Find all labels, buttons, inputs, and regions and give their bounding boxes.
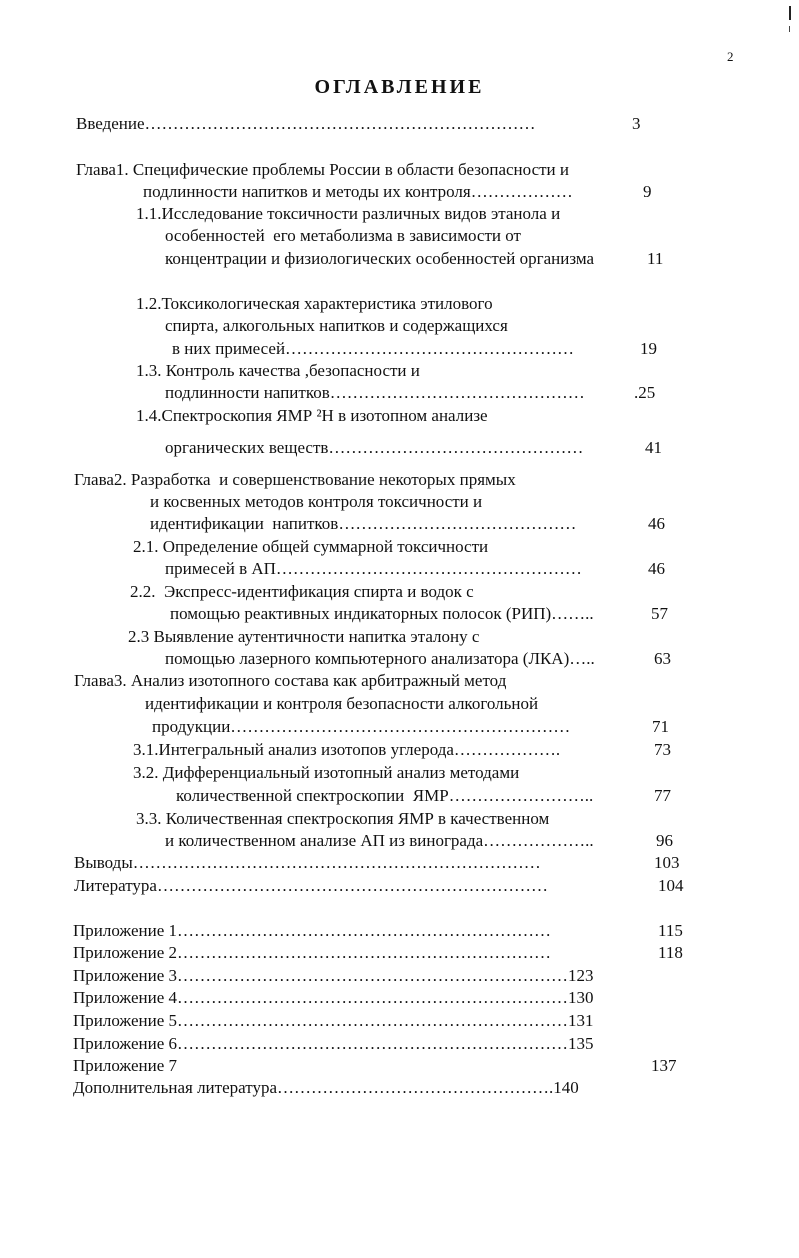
toc-entry-text: 3.1.Интегральный анализ изотопов углерода………………. [133, 740, 561, 759]
page-title: ОГЛАВЛЕНИЕ [314, 76, 485, 98]
toc-entry-page: 77 [654, 786, 671, 805]
toc-entry-text: 1.1.Исследование токсичности различных видов этанола и [136, 204, 561, 223]
toc-entry-text: подлинности напитков и методы их контроля……………… [143, 182, 573, 201]
toc-entry-page: 11 [647, 249, 664, 268]
toc-entry-text: Приложение 1………………………………………………………… [73, 921, 551, 940]
toc-entry-text: и количественном анализе АП из винограда……………….. [165, 831, 594, 850]
toc-entry-page: 57 [651, 604, 668, 623]
toc-entry-text: 1.3. Контроль качества ,безопасности и [136, 361, 420, 380]
toc-entry-text: Приложение 6……………………………………………………………135 [73, 1034, 594, 1053]
toc-entry-page: 63 [654, 649, 671, 668]
toc-entry-text: Дополнительная литература………………………………………….140 [73, 1078, 579, 1097]
toc-entry-text: 2.3 Выявление аутентичности напитка эталону с [128, 627, 480, 646]
toc-entry-text: помощью реактивных индикаторных полосок (РИП)…….. [170, 604, 594, 623]
toc-entry-text: 1.4.Спектроскопия ЯМР ²Н в изотопном анализе [136, 406, 488, 425]
scan-edge-mark [789, 26, 790, 32]
toc-entry-text: особенностей его метаболизма в зависимости от [165, 226, 521, 245]
toc-entry-text: концентрации и физиологических особенностей организма [165, 249, 595, 268]
toc-entry-text: спирта, алкогольных напитков и содержащихся [165, 316, 508, 335]
toc-entry-page: 115 [658, 921, 683, 940]
toc-entry-text: в них примесей…………………………………………… [172, 339, 575, 358]
toc-entry-page: .25 [634, 383, 656, 402]
toc-entry-text: 3.2. Дифференциальный изотопный анализ методами [133, 763, 520, 782]
toc-entry-text: Приложение 3……………………………………………………………123 [73, 966, 594, 985]
toc-entry-page: 71 [652, 717, 669, 736]
toc-entry-text: идентификации напитков…………………………………… [150, 514, 577, 533]
toc-entry-text: органических веществ……………………………………… [165, 438, 584, 457]
toc-entry-text: и косвенных методов контроля токсичности и [150, 492, 483, 511]
toc-entry-text: примесей в АП……………………………………………… [165, 559, 582, 578]
toc-entry-text: Выводы……………………………………………………………… [74, 853, 541, 872]
toc-entry-page: 19 [640, 339, 657, 358]
toc-entry-text: Введение…………………………………………………………… [76, 114, 536, 133]
scan-edge-mark [789, 6, 791, 20]
toc-entry-page: 103 [654, 853, 680, 872]
toc-entry-text: 2.1. Определение общей суммарной токсичности [133, 537, 489, 556]
toc-entry-text: Литература…………………………………………………………… [74, 876, 548, 895]
toc-entry-text: Глава1. Специфические проблемы России в области безопасности и [76, 160, 569, 179]
toc-entry-text: 1.2.Токсикологическая характеристика этилового [136, 294, 493, 313]
toc-entry-text: Приложение 2………………………………………………………… [73, 943, 551, 962]
toc-entry-text: 2.2. Экспресс-идентификация спирта и водок с [130, 582, 474, 601]
toc-entry-text: Приложение 5……………………………………………………………131 [73, 1011, 594, 1030]
toc-entry-page: 73 [654, 740, 671, 759]
page-number: 2 [727, 49, 734, 64]
toc-entry-text: продукции…………………………………………………… [152, 717, 571, 736]
toc-entry-page: 46 [648, 559, 665, 578]
toc-entry-text: 3.3. Количественная спектроскопия ЯМР в качественном [136, 809, 550, 828]
toc-entry-text: идентификации и контроля безопасности алкогольной [145, 694, 539, 713]
toc-entry-text: Глава3. Анализ изотопного состава как арбитражный метод [74, 671, 507, 690]
toc-entry-text: Приложение 4……………………………………………………………130 [73, 988, 594, 1007]
toc-entry-text: Глава2. Разработка и совершенствование некоторых прямых [74, 470, 516, 489]
toc-entry-page: 96 [656, 831, 673, 850]
toc-entry-text: помощью лазерного компьютерного анализатора (ЛКА)….. [165, 649, 595, 668]
toc-entry-text: Приложение 7 [73, 1056, 177, 1075]
toc-entry-page: 9 [643, 182, 652, 201]
toc-entry-page: 3 [632, 114, 641, 133]
toc-entry-page: 46 [648, 514, 665, 533]
toc-entry-text: подлинности напитков……………………………………… [165, 383, 585, 402]
toc-entry-text: количественной спектроскопии ЯМР…………………….. [176, 786, 594, 805]
toc-entry-page: 137 [651, 1056, 677, 1075]
toc-entry-page: 118 [658, 943, 683, 962]
toc-entry-page: 104 [658, 876, 684, 895]
toc-entry-page: 41 [645, 438, 662, 457]
